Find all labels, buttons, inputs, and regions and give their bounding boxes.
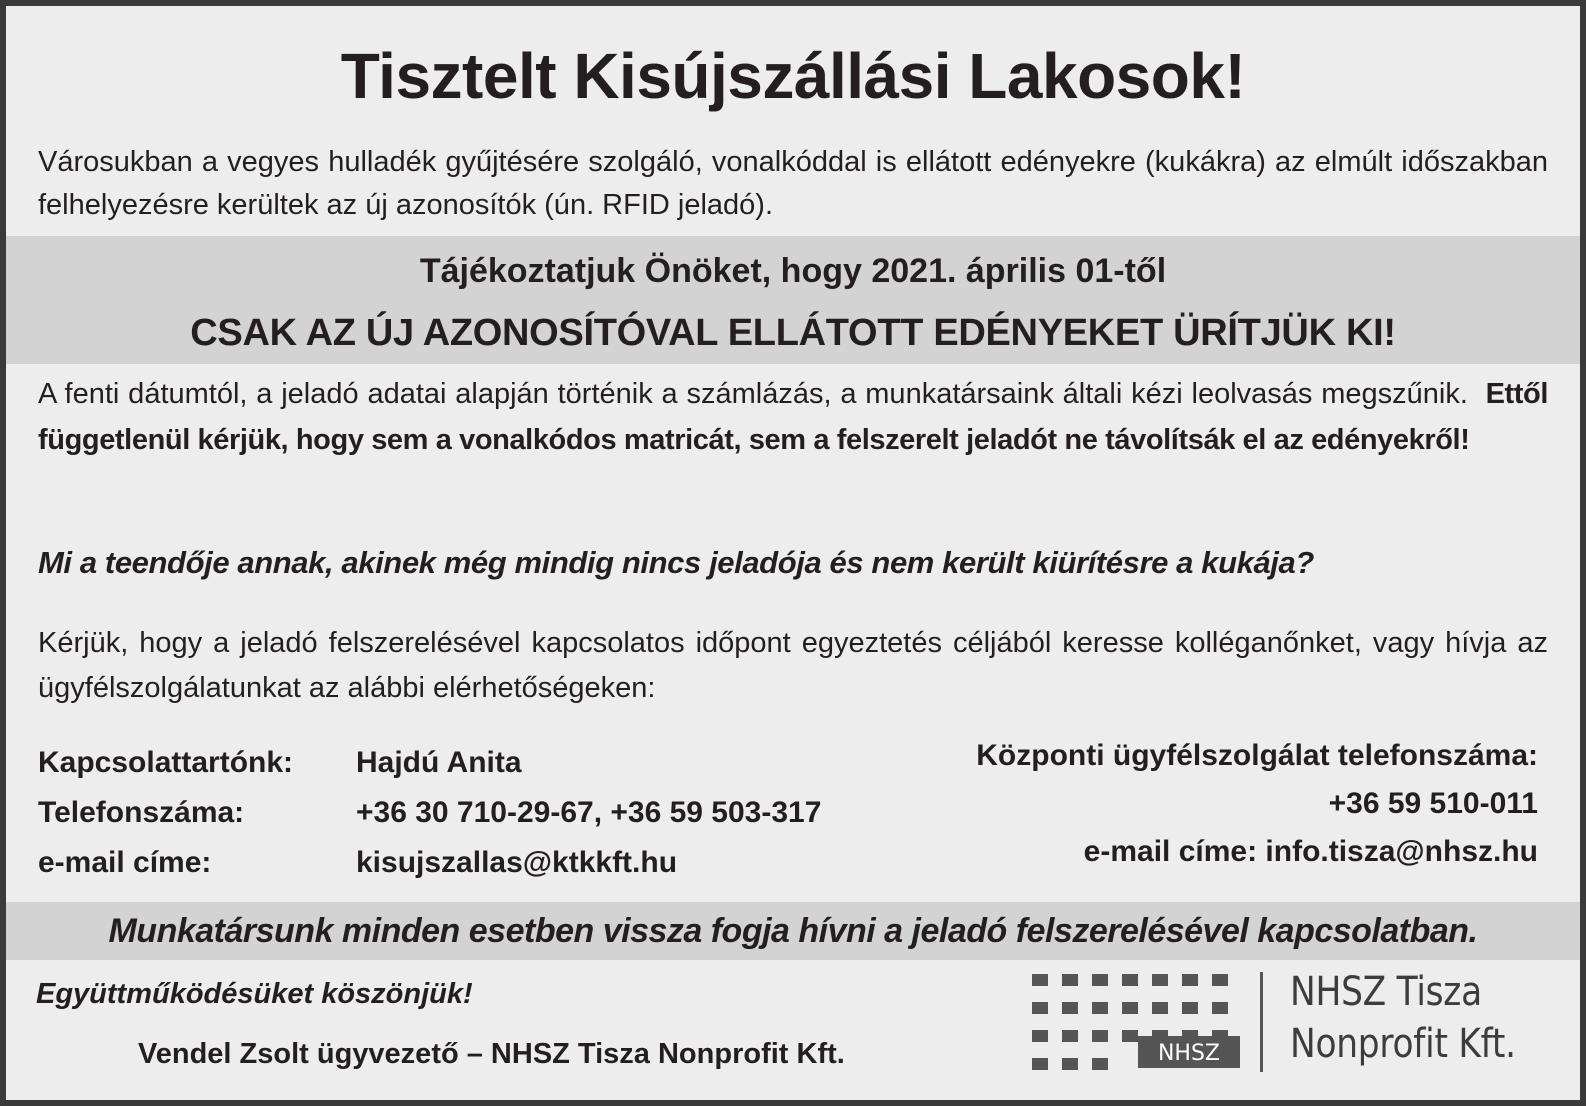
billing-text: A fenti dátumtól, a jeladó adatai alapján történik a számlázás, a munkatársaink általi kézi leolvasás megszűnik. — [38, 378, 1468, 410]
logo-square — [1062, 1058, 1078, 1070]
logo-square — [1032, 974, 1048, 986]
logo-square — [1092, 974, 1108, 986]
central-service-email: e-mail címe: info.tisza@nhsz.hu — [1083, 835, 1538, 868]
central-service-block — [818, 732, 1538, 876]
intro-paragraph: Városukban a vegyes hulladék gyűjtésére szolgáló, vonalkóddal is ellátott edényekre (kukákra) az elmúlt időszakban felhelyezésre kerültek az új azonosítók (ún. RFID jeladó). — [38, 146, 1548, 221]
billing-paragraph — [38, 371, 1548, 463]
contact-person-label: Kapcsolattartónk: — [38, 746, 294, 779]
contact-person-row — [38, 738, 938, 788]
contact-person-block — [38, 738, 938, 888]
logo-badge-text: NHSZ — [1157, 1041, 1221, 1066]
logo-company-name — [1290, 966, 1570, 1070]
logo-square — [1032, 1002, 1048, 1014]
contact-person-name: Hajdú Anita — [356, 746, 522, 779]
logo-square — [1182, 1002, 1198, 1014]
central-service-heading: Központi ügyfélszolgálat telefonszáma: — [976, 739, 1538, 772]
logo-square — [1152, 974, 1168, 986]
logo-name-line2: Nonprofit Kft. — [1290, 1021, 1516, 1067]
logo-square — [1212, 974, 1228, 986]
contact-email-label: e-mail címe: — [38, 846, 212, 879]
question-heading: Mi a teendője annak, akinek még mindig nincs jeladója és nem került kiürítésre a kukája? — [38, 545, 1314, 580]
logo-square — [1212, 1002, 1228, 1014]
logo-square — [1122, 1002, 1138, 1014]
thanks-text: Együttműködésüket köszönjük! — [36, 978, 473, 1010]
notice-warning-line: CSAK AZ ÚJ AZONOSÍTÓVAL ELLÁTOTT EDÉNYEKET ÜRÍTJÜK KI! — [190, 312, 1396, 354]
logo-name-line1: NHSZ Tisza — [1290, 969, 1482, 1015]
contact-email-row — [38, 838, 938, 888]
logo-square — [1092, 1058, 1108, 1070]
signature-text: Vendel Zsolt ügyvezető – NHSZ Tisza Nonprofit Kft. — [138, 1038, 845, 1070]
logo-square — [1062, 1030, 1078, 1042]
logo-square — [1032, 1030, 1048, 1042]
logo-divider — [1260, 972, 1263, 1072]
logo-square — [1032, 1058, 1048, 1070]
central-service-phone: +36 59 510-011 — [1328, 787, 1538, 820]
contact-email-value: kisujszallas@ktkkft.hu — [356, 846, 678, 879]
contact-phone-value: +36 30 710-29-67, +36 59 503-317 — [356, 796, 822, 829]
notice-date-line: Tájékoztatjuk Önöket, hogy 2021. április 01-től — [419, 252, 1167, 290]
logo-square — [1152, 1002, 1168, 1014]
contact-phone-label: Telefonszáma: — [38, 796, 245, 829]
callback-text: Munkatársunk minden esetben vissza fogja hívni a jeladó felszerelésével kapcsolatban. — [108, 912, 1478, 950]
logo-square — [1122, 1030, 1138, 1042]
logo-square — [1182, 974, 1198, 986]
logo-square — [1062, 1002, 1078, 1014]
logo-square — [1062, 974, 1078, 986]
logo-square — [1122, 974, 1138, 986]
page-title: Tisztelt Kisújszállási Lakosok! — [340, 40, 1246, 112]
logo-square — [1092, 1030, 1108, 1042]
billing-warning: Ettől függetlenül kérjük, hogy sem a vonalkódos matricát, sem a felszerelt jeladót ne távolítsák el az edényekről! — [38, 378, 1548, 456]
logo-square — [1092, 1002, 1108, 1014]
contact-phone-row — [38, 788, 938, 838]
request-paragraph: Kérjük, hogy a jeladó felszerelésével kapcsolatos időpont egyeztetés céljából keresse kolléganőnket, vagy hívja az ügyfélszolgálatunkat az alábbi elérhetőségeken: — [38, 627, 1548, 704]
